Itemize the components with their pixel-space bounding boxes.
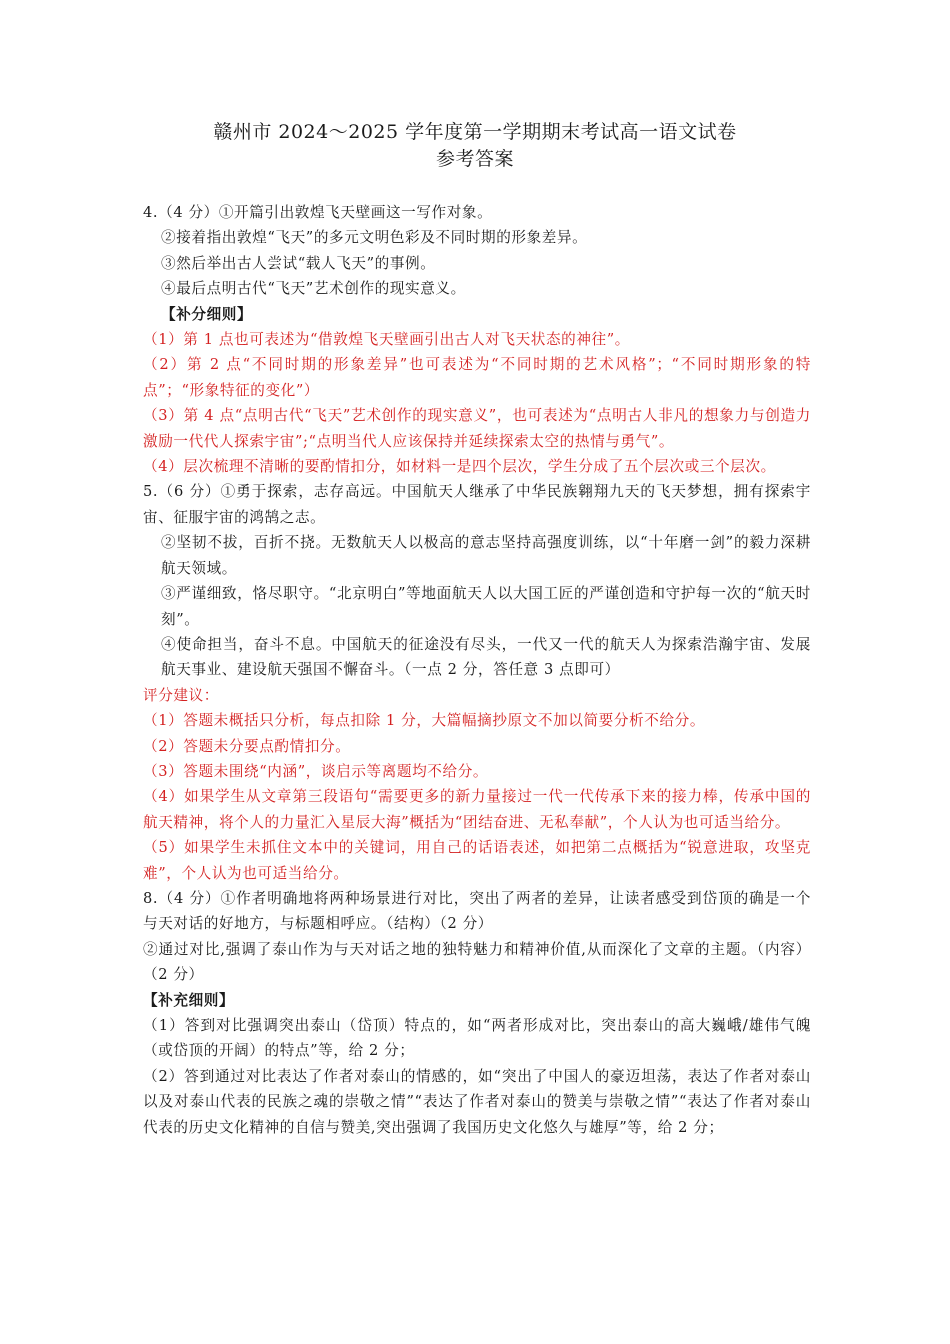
q5-answer-line-4: ④使命担当，奋斗不息。中国航天的征途没有尽头，一代又一代的航天人为探索浩瀚宇宙、发展航天事业、建设航天强国不懈奋斗。（一点 2 分，答任意 3 点即可）: [161, 635, 811, 679]
q5-rule-1: （1）答题未概括只分析，每点扣除 1 分，大篇幅摘抄原文不加以简要分析不给分。: [143, 712, 706, 730]
q5-rule-3: （3）答题未围绕“内涵”，谈启示等离题均不给分。: [143, 762, 489, 780]
q5-answer-line-2: ②坚韧不拔，百折不挠。无数航天人以极高的意志坚持高强度训练，以“十年磨一剑”的毅力深耕航天领域。: [161, 534, 811, 577]
q4-supplement-heading: 【补分细则】: [161, 305, 253, 323]
q4-rule-2: （2）第 2 点“不同时期的形象差异”也可表述为“不同时期的艺术风格”；“不同时期形象的特点”；“形象特征的变化”）: [143, 356, 811, 399]
q8-supplement-heading: 【补充细则】: [143, 991, 235, 1009]
q4-answer-line-2: ②接着指出敦煌“飞天”的多元文明色彩及不同时期的形象差异。: [161, 229, 588, 247]
q8-answer-line-2: ②通过对比,强调了泰山作为与天对话之地的独特魅力和精神价值,从而深化了文章的主题。（内容）（2 分）: [143, 940, 811, 984]
q5-rule-2: （2）答题未分要点酌情扣分。: [143, 737, 351, 755]
q4-answer-line-4: ④最后点明古代“飞天”艺术创作的现实意义。: [161, 280, 466, 298]
q5-rule-5: （5）如果学生未抓住文本中的关键词，用自己的话语表述，如把第二点概括为“锐意进取，攻坚克难”，个人认为也可适当给分。: [143, 839, 811, 882]
q4-answer-line-3: ③然后举出古人尝试“载人飞天”的事例。: [161, 254, 436, 272]
q4-answer-line-1: 4.（4 分）①开篇引出敦煌飞天壁画这一写作对象。: [143, 204, 493, 221]
q8-answer-line-1: 8.（4 分）①作者明确地将两种场景进行对比，突出了两者的差异，让读者感受到岱顶的确是一个与天对话的好地方，与标题相呼应。（结构）（2 分）: [143, 889, 811, 933]
q8-rule-2: （2）答到通过对比表达了作者对泰山的情感的，如“突出了中国人的豪迈坦荡，表达了作者对泰山以及对泰山代表的民族之魂的崇敬之情”“表达了作者对泰山的赞美与崇敬之情”“表达了作者对泰山代表的历史文化精神的自信与赞美,突出强调了我国历史文化悠久与雄厚”等，给 2 分；: [143, 1067, 811, 1136]
q4-rule-3: （3）第 4 点“点明古代“飞天”艺术创作的现实意义”，也可表述为“点明古人非凡的想象力与创造力激励一代代人探索宇宙”;“点明当代人应该保持并延续探索太空的热情与勇气”。: [143, 407, 811, 450]
document-subtitle: 参考答案: [435, 148, 514, 170]
q8-rule-1: （1）答到对比强调突出泰山（岱顶）特点的，如“两者形成对比，突出泰山的高大巍峨/雄伟气魄（或岱顶的开阔）的特点”等，给 2 分；: [143, 1017, 811, 1060]
q5-grading-heading: 评分建议：: [143, 686, 219, 704]
q5-answer-line-1: 5.（6 分）①勇于探索，志存高远。中国航天人继承了中华民族翱翔九天的飞天梦想，拥有探索宇宙、征服宇宙的鸿鹄之志。: [143, 483, 811, 526]
q5-answer-line-3: ③严谨细致，恪尽职守。“北京明白”等地面航天人以大国工匠的严谨创造和守护每一次的“航天时刻”。: [161, 585, 811, 628]
answer-content: [143, 200, 811, 1140]
q4-rule-1: （1）第 1 点也可表述为“借敦煌飞天壁画引出古人对飞天状态的神往”。: [143, 331, 630, 349]
q4-rule-4: （4）层次梳理不清晰的要酌情扣分，如材料一是四个层次，学生分成了五个层次或三个层次。: [143, 458, 776, 476]
document-title: 赣州市 2024～2025 学年度第一学期期末考试高一语文试卷: [213, 121, 737, 143]
q5-rule-4: （4）如果学生从文章第三段语句“需要更多的新力量接过一代一代传承下来的接力棒，传承中国的航天精神，将个人的力量汇入星辰大海”概括为“团结奋进、无私奉献”，个人认为也可适当给分。: [143, 788, 811, 831]
